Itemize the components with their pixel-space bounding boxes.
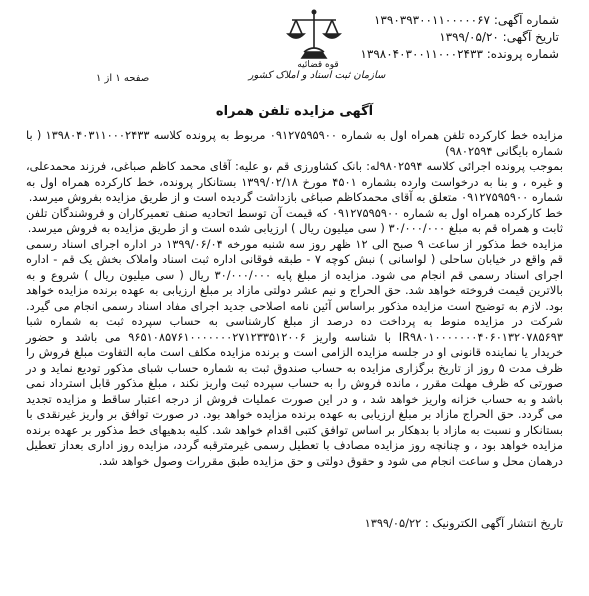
case-number-label: شماره پرونده:: [486, 47, 559, 61]
publication-date: تاریخ انتشار آگهی الکترونیک : ۱۳۹۹/۰۵/۲۲: [364, 516, 563, 530]
notice-number-label: شماره آگهی:: [493, 13, 559, 27]
case-number-row: [360, 46, 559, 63]
body-paragraph-1: مزایده خط کارکرده تلفن همراه اول به شماره ۰۹۱۲۷۵۹۵۹۰۰ مربوط به پرونده کلاسه ۱۳۹۸۰۴۰۳۱۱۰۰۰۲۴۳۳ ( با شماره بایگانی ۹۸۰۲۵۹۴): [26, 128, 563, 158]
organization-name: سازمان ثبت اسناد و املاک کشور: [248, 70, 386, 81]
notice-date-label: تاریخ آگهی:: [502, 30, 559, 44]
notice-date: ۱۳۹۹/۰۵/۲۰: [439, 30, 499, 44]
scales-of-justice-icon: [282, 8, 346, 66]
notice-body: [26, 128, 563, 469]
page-number: صفحه ۱ از ۱: [96, 73, 150, 84]
body-paragraph-4: مزایده خط مذکور از ساعت ۹ صبح الی ۱۲ ظهر روز سه شنبه مورخه ۱۳۹۹/۰۶/۰۴ در اداره اجرای اسناد رسمی قم واقع در خیابان ساحلی ( لواسانی ) نبش کوچه ۷ - طبقه فوقانی اداره ثبت اسناد واملاک بخش یک قم - اداره اجرای اسناد رسمی قم انجام می شود. مزایده از مبلغ پایه ۳۰/۰۰۰/۰۰۰ ریال ( سی میلیون ریال ) شروع و به بالاترین قیمت فروخته خواهد شد. حق الحراج و نیم عشر دولتی مازاد بر مبلغ ارزیابی به عهده برنده مزایده خواهد بود. لازم به توضیح است مزایده مذکور براساس آئین نامه اصلاحی جدید اجرای مفاد اسناد رسمی انجام می گیرد. شرکت در مزایده منوط به پرداخت ده درصد از مبلغ کارشناسی به حساب سپرده ثبت به شماره شبا IR۹۸۰۱۰۰۰۰۰۰۰۴۰۶۰۱۳۲۰۷۸۵۶۹۳ با شناسه واریز ۹۶۵۱۰۸۵۷۶۱۰۰۰۰۰۰۰۲۷۱۲۳۳۵۱۲۰۰۶ می باشد و حضور خریدار یا نماینده قانونی او در جلسه مزایده الزامی است و برنده مزایده مکلف است مابه التفاوت مبلغ فروش را ظرف مدت ۵ روز از تاریخ برگزاری مزایده به حساب صندوق ثبت به شماره حساب شبای مذکور تودیع نماید و در صورتی که ظرف مهلت مقرر ، مانده فروش را به حساب سپرده ثبت واریز نکند ، مبلغ مذکور قابل استرداد نمی باشد و به حساب خزانه واریز خواهد شد ، و در این صورت عملیات فروش از درجه اعتبار ساقط و مزایده تجدید می گردد. حق الحراج مازاد بر مبلغ ارزیابی به عهده برنده مزایده خواهد بود. در صورت توافق بر واریز غیرنقدی با بستانکار و نسبت به مازاد با بدهکار بر اساس توافق کتبی اقدام خواهد شد. کلیه بدهیهای خط مذکور بر عهده برنده مزایده خواهد بود ، و چنانچه روز مزایده مصادف با تعطیل رسمی غیرمترقبه گردد، مزایده روز اداری بعداز تعطیل درهمان محل و ساعت انجام می شود و حقوق دولتی و حق مزایده طبق مقررات وصول خواهد شد.: [26, 236, 563, 468]
notice-date-row: [360, 29, 559, 46]
body-paragraph-2: بموجب پرونده اجرائی کلاسه ۹۸۰۲۵۹۴له: بانک کشاورزی قم ،و علیه: آقای محمد کاظم صباغی، فرزند محمدعلی، و غیره ، و بنا به درخواست وارده بشماره ۴۵۰۱ مورخ ۱۳۹۹/۰۲/۱۸ بستانکار پرونده، خط کارکرده همراه اول به شماره ۰۹۱۲۷۵۹۵۹۰۰ متعلق به آقای محمدکاظم صباغی بازداشت گردیده است و از طریق مزایده بفروش میرسد.: [26, 159, 563, 204]
notice-number-row: [360, 12, 559, 29]
case-number: ۱۳۹۸۰۴۰۳۰۰۱۱۰۰۰۲۴۳۳: [360, 47, 483, 61]
notice-title: آگهی مزایده تلفن همراه: [215, 104, 374, 119]
judiciary-label: قوه قضائیه: [297, 60, 339, 70]
body-paragraph-3: خط کارکرده همراه اول به شماره ۰۹۱۲۷۵۹۵۹۰۰ که قیمت آن توسط اتحادیه صنف تعمیرکاران و فروشندگان تلفن ثابت و همراه قم به مبلغ ۳۰/۰۰۰/۰۰۰ ( سی میلیون ریال ) ارزیابی شده است و از طریق مزایده به فروش میرسد.: [26, 205, 563, 235]
notice-number: ۱۳۹۰۳۹۳۰۰۱۱۰۰۰۰۰۶۷: [373, 13, 490, 27]
notice-header: [360, 12, 559, 63]
